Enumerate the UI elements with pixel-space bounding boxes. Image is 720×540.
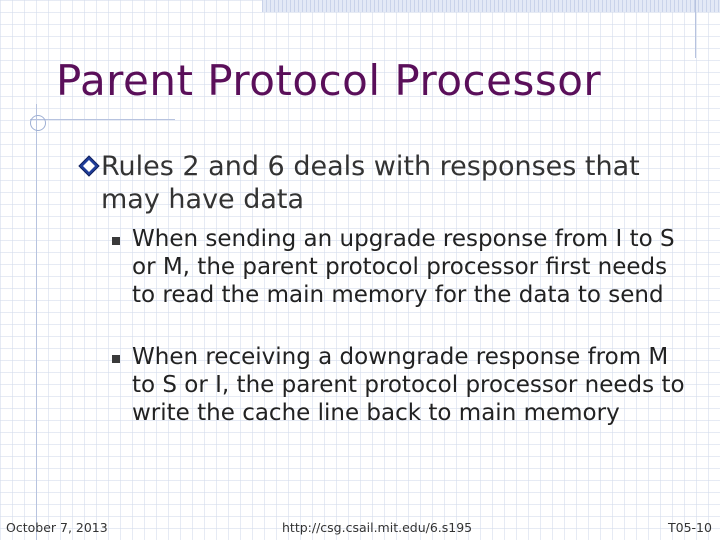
slide-title: Parent Protocol Processor <box>56 56 602 105</box>
top-decorative-band <box>262 0 720 12</box>
sub-bullet-1 <box>132 225 692 309</box>
sub-bullet-2-text: When receiving a downgrade response from M to S or I, the parent protocol processor needs to write the cache line back to main memory <box>132 344 685 426</box>
footer-date: October 7, 2013 <box>6 520 108 535</box>
main-bullet-text: Rules 2 and 6 deals with responses that may have data <box>101 151 640 215</box>
corner-circle-ornament <box>30 115 46 131</box>
square-bullet-icon <box>112 355 120 363</box>
sub-bullet-1-text: When sending an upgrade response from I to S or M, the parent protocol processor first needs to read the main memory for the data to send <box>132 226 675 308</box>
right-vertical-rule <box>695 0 696 58</box>
left-vertical-rule <box>36 104 37 540</box>
square-bullet-icon <box>112 237 120 245</box>
title-underline-rule <box>30 119 175 120</box>
diamond-bullet-icon <box>78 155 100 177</box>
footer-url: http://csg.csail.mit.edu/6.s195 <box>282 520 473 535</box>
sub-bullet-2 <box>132 343 692 427</box>
footer-slide-number: T05-10 <box>668 520 712 535</box>
main-bullet <box>78 150 658 216</box>
